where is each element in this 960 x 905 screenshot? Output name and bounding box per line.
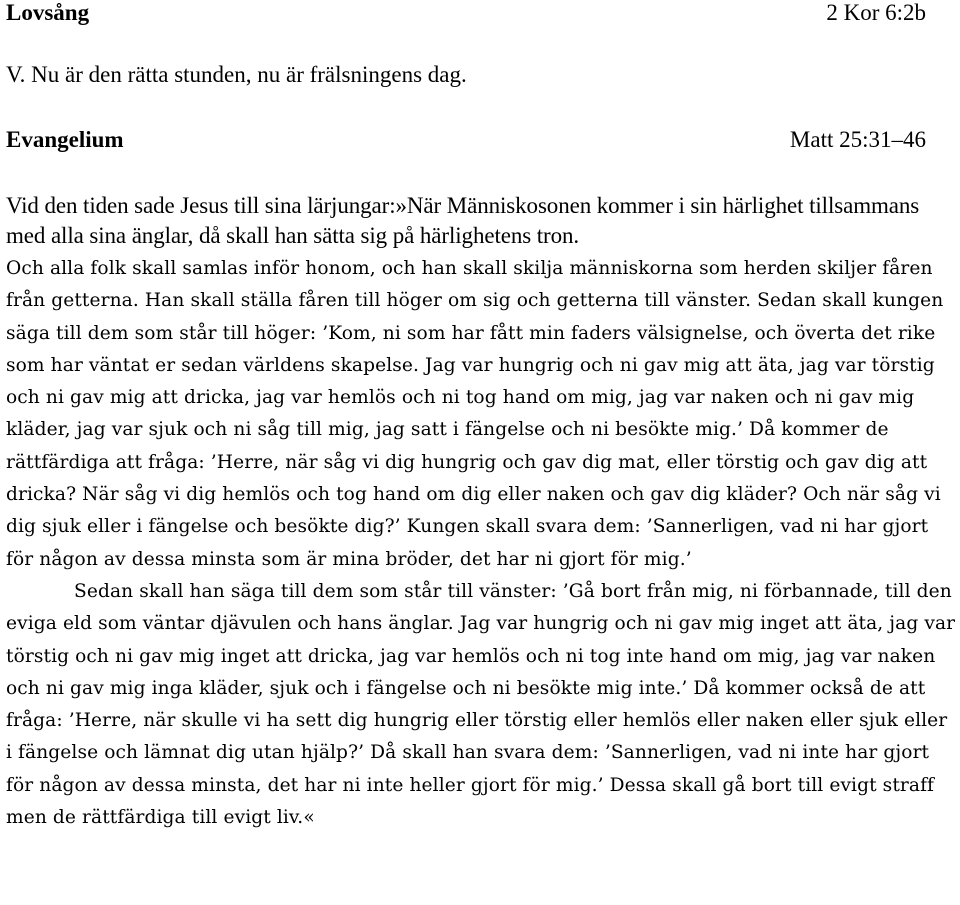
- lovsang-heading-row: [6, 0, 926, 26]
- evangelium-body: [6, 253, 956, 834]
- evangelium-intro: Vid den tiden sade Jesus till sina lärjungar:»När Människosonen kommer i sin härlighet tillsammans med alla sina änglar, då skall han sätta sig på härlighetens tron.: [6, 193, 920, 248]
- evangelium-paragraph-2: Sedan skall han säga till dem som står till vänster: ’Gå bort från mig, ni förbannade, till den eviga eld som väntar djävulen och hans änglar. Jag var hungrig och ni gav mig inget att äta, jag var törstig och ni gav mig inget att dricka, jag var hemlös och ni tog inte hand om mig, jag var naken och ni gav mig inga kläder, sjuk och i fängelse och ni besökte mig inte.’ Då kommer också de att fråga: ’Herre, när skulle vi ha sett dig hungrig eller törstig eller hemlös eller naken eller sjuk eller i fängelse och lämnat dig utan hjälp?’ Då skall han svara dem: ’Sannerligen, vad ni inte har gjort för någon av dessa minsta, det har ni inte heller gjort för mig.’ Dessa skall gå bort till evigt straff men de rättfärdiga till evigt liv.«: [6, 580, 956, 829]
- evangelium-heading-row: [6, 127, 926, 153]
- lovsang-verse: V. Nu är den rätta stunden, nu är frälsningens dag.: [6, 62, 467, 87]
- lovsang-title: Lovsång: [6, 0, 90, 25]
- evangelium-paragraph-1: Och alla folk skall samlas inför honom, och han skall skilja människorna som herden skiljer fåren från getterna. Han skall ställa fåren till höger om sig och getterna till vänster. Sedan skall kungen säga till dem som står till höger: ’Kom, ni som har fått min faders välsignelse, och överta det rike som har väntat er sedan världens skapelse. Jag var hungrig och ni gav mig att äta, jag var törstig och ni gav mig att dricka, jag var hemlös och ni tog hand om mig, jag var naken och ni gav mig kläder, jag var sjuk och ni såg till mig, jag satt i fängelse och ni besökte mig.’ Då kommer de rättfärdiga att fråga: ’Herre, när såg vi dig hungrig och gav dig mat, eller törstig och gav dig att dricka? När såg vi dig hemlös och tog hand om dig eller naken och gav dig kläder? Och när såg vi dig sjuk eller i fängelse och besökte dig?’ Kungen skall svara dem: ’Sannerligen, vad ni har gjort för någon av dessa minsta som är mina bröder, det har ni gjort för mig.’: [6, 258, 944, 570]
- evangelium-title: Evangelium: [6, 127, 124, 152]
- lovsang-reference: 2 Kor 6:2b: [826, 0, 926, 25]
- evangelium-reference: Matt 25:31–46: [789, 127, 926, 152]
